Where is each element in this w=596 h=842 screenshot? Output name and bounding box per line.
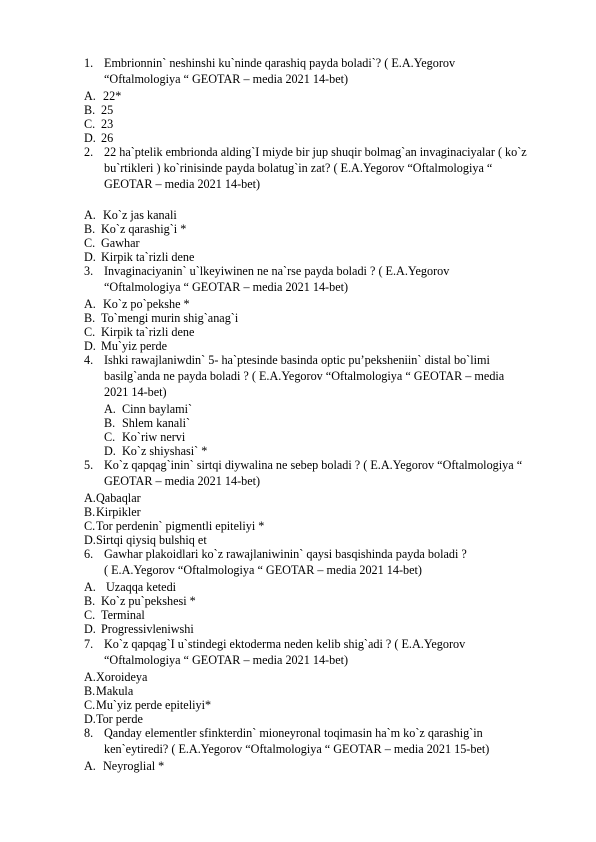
question-text-line: 22 ha`ptelik embrionda alding`I miyde bir jup shuqir bolmag`an invaginaciyalar ( ko`z	[104, 145, 527, 159]
option-letter: A.	[84, 670, 96, 684]
option-letter: D.	[104, 444, 116, 458]
question-text-line: Invaginaciyanin` u`lkeyiwinen ne na`rse payda boladi ? ( E.A.Yegorov	[104, 264, 450, 278]
option-letter: C.	[84, 608, 96, 622]
option-text: Ko`riw nervi	[122, 430, 186, 444]
option-letter: C.	[104, 430, 116, 444]
option-letter: D.	[84, 250, 96, 264]
question-text-line: ( E.A.Yegorov “Oftalmologiya “ GEOTAR – media 2021 14-bet)	[104, 563, 422, 577]
option-letter: D.	[84, 622, 96, 636]
question-text-line: GEOTAR – media 2021 14-bet)	[104, 474, 261, 488]
option-letter: A.	[104, 402, 116, 416]
option-text: Mu`yiz perde epiteliyi*	[96, 698, 212, 712]
option-text: Kirpik ta`rizli dene	[101, 250, 195, 264]
option-letter: C.	[84, 519, 96, 533]
option-text: 25	[101, 103, 114, 117]
option-text: Shlem kanali`	[122, 416, 191, 430]
option-letter: A.	[84, 89, 96, 103]
option-letter: C.	[84, 117, 96, 131]
option-letter: A.	[84, 297, 96, 311]
option-letter: D.	[84, 712, 96, 726]
question-text-line: “Oftalmologiya “ GEOTAR – media 2021 14-bet)	[104, 653, 349, 667]
question-text-line: ken`eytiredi? ( E.A.Yegorov “Oftalmologiya “ GEOTAR – media 2021 15-bet)	[104, 742, 490, 756]
option-letter: B.	[84, 684, 96, 698]
option-letter: B.	[104, 416, 116, 430]
option-text: Ko`z po`pekshe *	[103, 297, 190, 311]
question-number: 3.	[84, 264, 94, 278]
option-text: Ko`z qarashig`i *	[101, 222, 187, 236]
option-text: Progressivleniwshi	[101, 622, 194, 636]
question-text-line: 2021 14-bet)	[104, 385, 167, 399]
option-letter: A.	[84, 491, 96, 505]
option-letter: C.	[84, 236, 96, 250]
option-letter: A.	[84, 580, 96, 594]
question-number: 6.	[84, 547, 94, 561]
question-text-line: “Oftalmologiya “ GEOTAR – media 2021 14-bet)	[104, 72, 349, 86]
option-letter: D.	[84, 339, 96, 353]
question-text-line: GEOTAR – media 2021 14-bet)	[104, 177, 261, 191]
option-text: 23	[101, 117, 114, 131]
question-number: 1.	[84, 56, 94, 70]
question-text-line: Qanday elementler sfinkterdin` mioneyronal toqimasin ha`m ko`z qarashig`in	[104, 726, 483, 740]
question-text-line: bu`rtikleri ) ko`rinisinde payda bolatug`in zat? ( E.A.Yegorov “Oftalmologiya “	[104, 161, 493, 175]
option-text: Makula	[96, 684, 134, 698]
option-letter: D.	[84, 131, 96, 145]
question-text-line: basilg`anda ne payda boladi ? ( E.A.Yegorov “Oftalmologiya “ GEOTAR – media	[104, 369, 505, 383]
option-letter: B.	[84, 103, 96, 117]
option-text: Cinn baylami`	[122, 402, 193, 416]
question-text-line: Embrionnin` neshinshi ku`ninde qarashiq payda boladi`? ( E.A.Yegorov	[104, 56, 456, 70]
option-letter: B.	[84, 594, 96, 608]
option-text: Tor perde	[96, 712, 143, 726]
question-text-line: Gawhar plakoidlari ko`z rawajlaniwinin` qaysi basqishinda payda boladi ?	[104, 547, 467, 561]
option-text: Uzaqqa ketedi	[106, 580, 177, 594]
option-letter: A.	[84, 208, 96, 222]
option-text: Kirpikler	[96, 505, 141, 519]
option-text: Ko`z jas kanali	[103, 208, 177, 222]
option-letter: C.	[84, 325, 96, 339]
question-number: 8.	[84, 726, 94, 740]
question-number: 5.	[84, 458, 94, 472]
option-text: Sirtqi qiysiq bulshiq et	[96, 533, 207, 547]
option-text: Kirpik ta`rizli dene	[101, 325, 195, 339]
question-text-line: “Oftalmologiya “ GEOTAR – media 2021 14-bet)	[104, 280, 349, 294]
option-letter: A.	[84, 759, 96, 773]
option-text: To`mengi murin shig`anag`i	[101, 311, 239, 325]
question-text-line: Ko`z qapqag`inin` sirtqi diywalina ne sebep boladi ? ( E.A.Yegorov “Oftalmologiya “	[104, 458, 523, 472]
question-number: 2.	[84, 145, 94, 159]
option-text: Gawhar	[101, 236, 140, 250]
question-number: 4.	[84, 353, 94, 367]
option-text: Ko`z pu`pekshesi *	[101, 594, 196, 608]
question-text-line: Ishki rawajlaniwdin` 5- ha`ptesinde basinda optic pu’peksheniin` distal bo`limi	[104, 353, 490, 367]
option-text: Ko`z shiyshasi` *	[122, 444, 208, 458]
option-letter: B.	[84, 311, 96, 325]
option-text: Neyroglial *	[103, 759, 165, 773]
option-text: Qabaqlar	[96, 491, 141, 505]
option-text: Terminal	[101, 608, 145, 622]
option-text: 26	[101, 131, 114, 145]
option-letter: B.	[84, 222, 96, 236]
option-letter: C.	[84, 698, 96, 712]
question-text-line: Ko`z qapqag`I u`stindegi ektoderma neden kelib shig`adi ? ( E.A.Yegorov	[104, 637, 466, 651]
option-text: 22*	[103, 89, 122, 103]
option-text: Tor perdenin` pigmentli epiteliyi *	[96, 519, 265, 533]
option-letter: D.	[84, 533, 96, 547]
option-text: Xoroideya	[96, 670, 148, 684]
question-number: 7.	[84, 637, 94, 651]
option-letter: B.	[84, 505, 96, 519]
option-text: Mu`yiz perde	[101, 339, 167, 353]
